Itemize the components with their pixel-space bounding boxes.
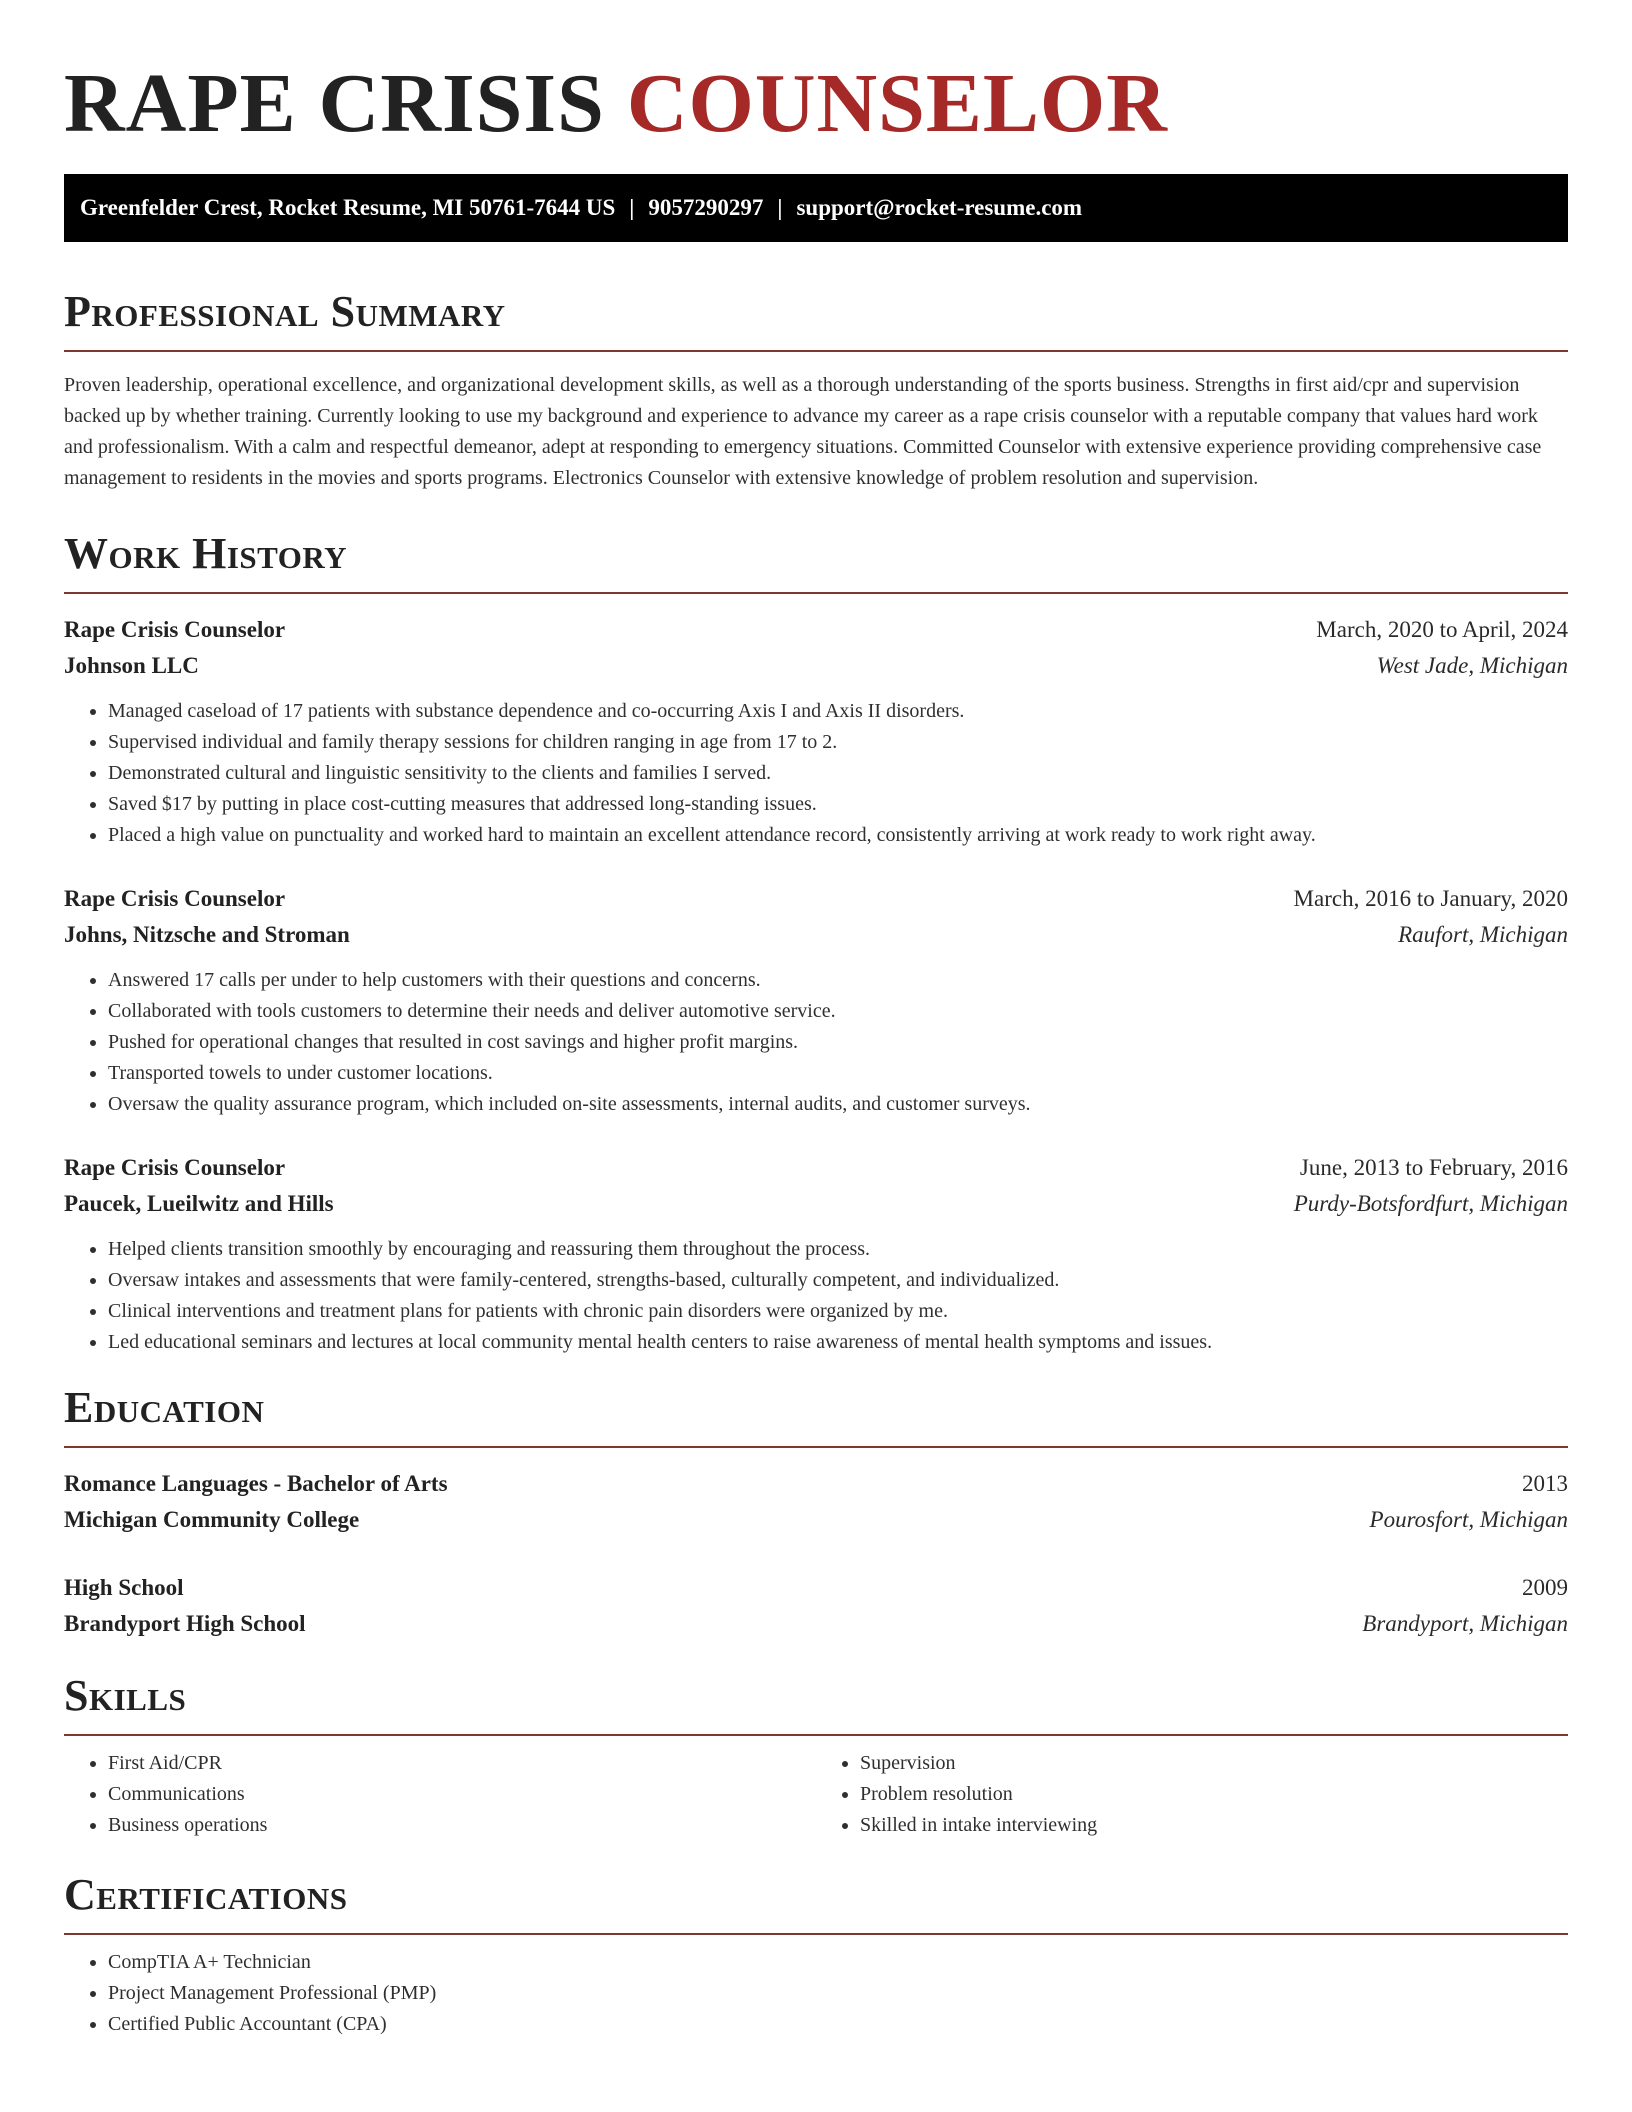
list-item: • Skilled in intake interviewing xyxy=(860,1810,1568,1841)
contact-email[interactable]: support@rocket-resume.com xyxy=(796,195,1083,220)
skills-list-left xyxy=(64,1748,816,1841)
job-dates: March, 2020 to April, 2024 xyxy=(1316,617,1568,642)
job-company-row xyxy=(64,917,1568,953)
list-item: • Answered 17 calls per under to help customers with their questions and concerns. xyxy=(108,965,1568,996)
skills-section xyxy=(64,1668,1568,1841)
education-location: Brandyport, Michigan xyxy=(1362,1611,1568,1636)
summary-text: Proven leadership, operational excellence, and organizational development skills, as well as a thorough understanding of the sports business. Strengths in first aid/cpr and supervision backed up by whether training. Currently looking to use my background and experience to advance my career as a rape crisis counselor with a reputable company that values hard work and professionalism. With a calm and respectful demeanor, adept at responding to emergency situations. Committed Counselor with extensive experience providing comprehensive case management to residents in the movies and sports programs. Electronics Counselor with extensive knowledge of problem resolution and supervision. xyxy=(64,374,1542,489)
section-heading-education: Education xyxy=(64,1380,1568,1448)
education-school: Michigan Community College xyxy=(64,1507,360,1532)
summary-section xyxy=(64,284,1568,494)
job-title-row xyxy=(64,1150,1568,1186)
list-item: • Supervised individual and family therapy sessions for children ranging in age from 17 to 2. xyxy=(108,727,1568,758)
job-title: Rape Crisis Counselor xyxy=(64,617,286,642)
list-item: • Managed caseload of 17 patients with substance dependence and co-occurring Axis I and Axis II disorders. xyxy=(108,696,1568,727)
resume-page xyxy=(64,0,1568,2040)
job-location: West Jade, Michigan xyxy=(1376,653,1568,678)
job-bullets xyxy=(64,965,1568,1120)
list-item: • Problem resolution xyxy=(860,1779,1568,1810)
list-item: • Project Management Professional (PMP) xyxy=(108,1978,1568,2009)
education-entry xyxy=(64,1466,1568,1538)
section-heading-certifications: Certifications xyxy=(64,1867,1568,1935)
resume-title xyxy=(64,0,1568,150)
education-school: Brandyport High School xyxy=(64,1611,306,1636)
job-bullets xyxy=(64,1234,1568,1358)
education-degree: Romance Languages - Bachelor of Arts xyxy=(64,1471,448,1496)
list-item: • Supervision xyxy=(860,1748,1568,1779)
contact-separator: | xyxy=(629,195,635,220)
education-school-row xyxy=(64,1502,1568,1538)
list-item: • Helped clients transition smoothly by encouraging and reassuring them throughout the process. xyxy=(108,1234,1568,1265)
list-item: • Saved $17 by putting in place cost-cutting measures that addressed long-standing issues. xyxy=(108,789,1568,820)
list-item: • Certified Public Accountant (CPA) xyxy=(108,2009,1568,2040)
education-entry xyxy=(64,1570,1568,1642)
list-item: • Oversaw the quality assurance program, which included on-site assessments, internal audits, and customer surveys. xyxy=(108,1089,1568,1120)
job-title: Rape Crisis Counselor xyxy=(64,1155,286,1180)
education-degree-row xyxy=(64,1466,1568,1502)
education-degree-row xyxy=(64,1570,1568,1606)
skills-list-right xyxy=(816,1748,1568,1841)
title-accent: COUNSELOR xyxy=(626,57,1168,150)
list-item: • Oversaw intakes and assessments that were family-centered, strengths-based, culturally competent, and individualized. xyxy=(108,1265,1568,1296)
job-company: Paucek, Lueilwitz and Hills xyxy=(64,1191,334,1216)
job-location: Purdy-Botsfordfurt, Michigan xyxy=(1293,1191,1568,1216)
list-item: • First Aid/CPR xyxy=(108,1748,816,1779)
list-item: • Collaborated with tools customers to determine their needs and deliver automotive service. xyxy=(108,996,1568,1027)
certifications-section xyxy=(64,1867,1568,2040)
contact-separator: | xyxy=(777,195,783,220)
section-heading-summary: Professional Summary xyxy=(64,284,1568,352)
job-dates: June, 2013 to February, 2016 xyxy=(1299,1155,1568,1180)
job-title: Rape Crisis Counselor xyxy=(64,886,286,911)
job-entry xyxy=(64,881,1568,1120)
job-entry xyxy=(64,1150,1568,1358)
job-company: Johns, Nitzsche and Stroman xyxy=(64,922,350,947)
job-company: Johnson LLC xyxy=(64,653,199,678)
work-history-section xyxy=(64,526,1568,1358)
contact-bar xyxy=(64,174,1568,242)
education-location: Pourosfort, Michigan xyxy=(1369,1507,1568,1532)
title-main: RAPE CRISIS xyxy=(64,57,605,150)
education-year: 2013 xyxy=(1522,1471,1568,1496)
education-section xyxy=(64,1380,1568,1642)
job-dates: March, 2016 to January, 2020 xyxy=(1293,886,1568,911)
section-heading-work: Work History xyxy=(64,526,1568,594)
list-item: • CompTIA A+ Technician xyxy=(108,1947,1568,1978)
job-title-row xyxy=(64,881,1568,917)
job-location: Raufort, Michigan xyxy=(1398,922,1568,947)
contact-phone: 9057290297 xyxy=(648,195,764,220)
list-item: • Communications xyxy=(108,1779,816,1810)
job-company-row xyxy=(64,1186,1568,1222)
list-item: • Pushed for operational changes that resulted in cost savings and higher profit margins. xyxy=(108,1027,1568,1058)
certifications-list xyxy=(64,1947,1568,2040)
job-entry xyxy=(64,612,1568,851)
section-heading-skills: Skills xyxy=(64,1668,1568,1736)
education-year: 2009 xyxy=(1522,1575,1568,1600)
list-item: • Demonstrated cultural and linguistic sensitivity to the clients and families I served. xyxy=(108,758,1568,789)
skills-grid xyxy=(64,1748,1568,1841)
list-item: • Led educational seminars and lectures at local community mental health centers to raise awareness of mental health symptoms and issues. xyxy=(108,1327,1568,1358)
list-item: • Clinical interventions and treatment plans for patients with chronic pain disorders were organized by me. xyxy=(108,1296,1568,1327)
job-company-row xyxy=(64,648,1568,684)
list-item: • Transported towels to under customer locations. xyxy=(108,1058,1568,1089)
job-bullets xyxy=(64,696,1568,851)
education-school-row xyxy=(64,1606,1568,1642)
job-title-row xyxy=(64,612,1568,648)
list-item: • Placed a high value on punctuality and worked hard to maintain an excellent attendance record, consistently arriving at work ready to work right away. xyxy=(108,820,1568,851)
contact-address: Greenfelder Crest, Rocket Resume, MI 50761-7644 US xyxy=(80,195,616,220)
education-degree: High School xyxy=(64,1575,184,1600)
list-item: • Business operations xyxy=(108,1810,816,1841)
